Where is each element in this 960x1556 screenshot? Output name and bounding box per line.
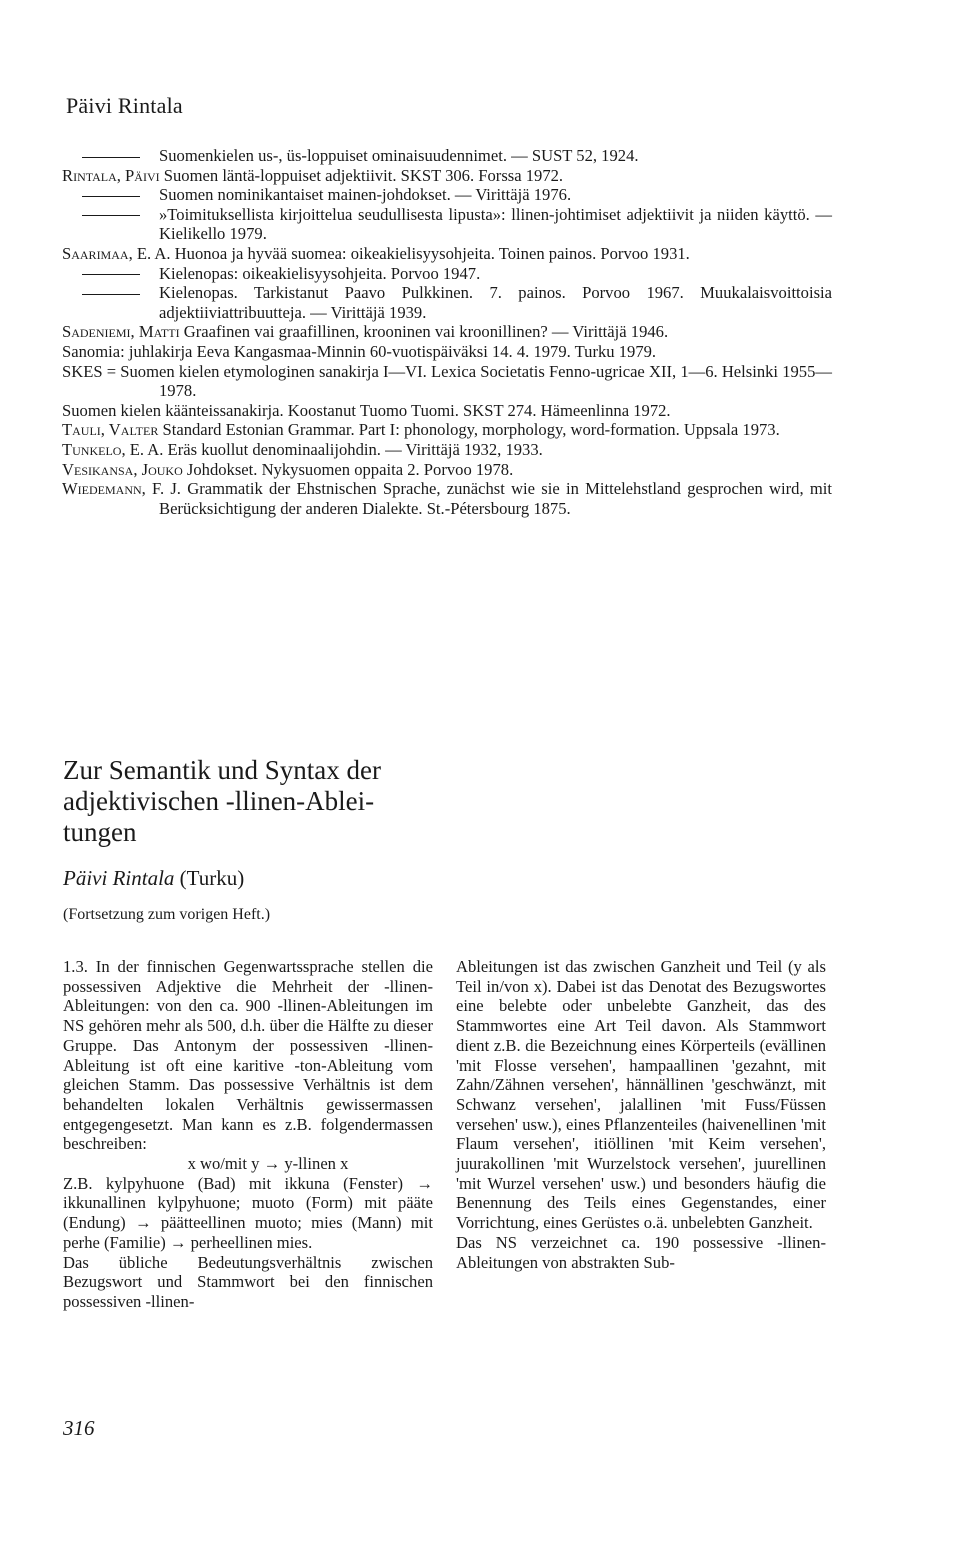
- ditto-dash: [62, 283, 159, 303]
- body-paragraph: Ableitungen ist das zwischen Ganzheit und Teil (y als Teil in/von x). Dabei ist das Denotat des Bezugswortes eine belebte oder unbelebte Ganzheit, das des Stammwortes eine Art Teil davon. Als Stammwort dient z.B. die Bezeichnung eines Körperteils (evällinen 'mit Flosse versehen', hampaallinen 'gezahnt, mit Zahn/Zähnen versehen', hännällinen 'geschwänzt, mit Schwanz versehen', jalallinen 'mit Fuss/Füssen versehen' usw.), eines Pflanzenteiles (haivenellinen 'mit Flaum versehen', itiöllinen 'mit Keim versehen', juurakollinen 'mit Wurzelstock versehen', juurellinen 'mit Wurzel versehen' usw.) und besonders häufig die Benennung des Teils eines Gegenstandes, einer Vorrichtung, eines Gerüstes o.ä. unbelebten Ganzheit.: [456, 957, 826, 1233]
- reference-entry: [62, 185, 832, 205]
- reference-entry: [62, 283, 832, 322]
- reference-entry: [62, 342, 832, 362]
- article-title-line: Zur Semantik und Syntax der: [63, 755, 381, 785]
- reference-author: Saarimaa, E. A.: [62, 243, 171, 263]
- reference-text: Suomenkielen us-, üs-loppuiset ominaisuudennimet. — SUST 52, 1924.: [159, 146, 639, 165]
- continuation-note: (Fortsetzung zum vorigen Heft.): [63, 906, 271, 923]
- body-paragraph: Das NS verzeichnet ca. 190 possessive -llinen-Ableitungen von abstrakten Sub-: [456, 1232, 826, 1272]
- reference-text: Johdokset. Nykysuomen oppaita 2. Porvoo 1978.: [182, 459, 514, 479]
- article-author: [63, 866, 244, 891]
- reference-text: Eräs kuollut denominaalijohdin. — Virittäjä 1932, 1933.: [163, 439, 543, 459]
- reference-text: Suomen nominikantaiset mainen-johdokset. — Virittäjä 1976.: [159, 185, 572, 205]
- article-title: [63, 755, 463, 848]
- reference-text: Suomen kielen käänteissanakirja. Koostanut Tuomo Tuomi. SKST 274. Hämeenlinna 1972.: [62, 400, 671, 420]
- reference-entry: [62, 440, 832, 460]
- article-title-line: tungen: [63, 817, 137, 847]
- reference-author: Rintala, Päivi: [62, 165, 160, 185]
- ditto-dash: [62, 264, 159, 284]
- reference-text: SKES = Suomen kielen etymologinen sanakirja I—VI. Lexica Societatis Fenno-ugricae XII, 1—6. Helsinki 1955—1978.: [62, 361, 832, 401]
- reference-author: Wiedemann, F. J.: [62, 479, 181, 499]
- article-title-line: adjektivischen -llinen-Ablei-: [63, 786, 375, 816]
- reference-text: »Toimituksellista kirjoittelua seudullisesta lipusta»: llinen-johtimiset adjektiivit ja niiden käyttö. — Kielikello 1979.: [159, 204, 832, 244]
- reference-text: Kielenopas: oikeakielisyysohjeita. Porvoo 1947.: [159, 263, 481, 283]
- reference-author: Vesikansa, Jouko: [62, 459, 183, 479]
- reference-text: Suomen läntä-loppuiset adjektiivit. SKST 306. Forssa 1972.: [159, 165, 564, 185]
- ditto-dash: [62, 205, 159, 225]
- reference-text: Graafinen vai graafillinen, krooninen vai kroonillinen? — Virittäjä 1946.: [179, 322, 669, 342]
- body-column-right: [456, 957, 826, 1272]
- reference-entry: [62, 244, 832, 264]
- author-name: Päivi Rintala: [63, 866, 175, 890]
- reference-entry: [62, 479, 832, 518]
- author-affiliation: (Turku): [179, 866, 245, 890]
- running-head: Päivi Rintala: [66, 93, 183, 118]
- reference-text: Grammatik der Ehstnischen Sprache, zunächst wie sie in Mittelehstland gesprochen wird, mit Berücksichtigung der anderen Dialekte. St.-Pétersbourg 1875.: [159, 479, 832, 518]
- body-paragraph: Z.B. kylpyhuone (Bad) mit ikkuna (Fenster) → ikkunallinen kylpyhuone; muoto (Form) mit pääte (Endung) → päätteellinen muoto; mies (Mann) mit perhe (Familie) → perheellinen mies.: [63, 1173, 433, 1252]
- reference-list: [62, 146, 832, 518]
- page-number: 316: [63, 1416, 95, 1440]
- reference-author: Tunkelo, E. A.: [62, 439, 164, 459]
- reference-entry: [62, 401, 832, 421]
- reference-entry: [62, 146, 832, 166]
- reference-entry: [62, 205, 832, 244]
- reference-entry: [62, 264, 832, 284]
- reference-text: Huonoa ja hyvää suomea: oikeakielisyysohjeita. Toinen painos. Porvoo 1931.: [170, 243, 690, 263]
- ditto-dash: [62, 185, 159, 205]
- reference-author: Sadeniemi, Matti: [62, 322, 180, 342]
- formula: x wo/mit y → y-llinen x: [187, 1154, 349, 1174]
- reference-entry: [62, 166, 832, 186]
- ditto-dash: [62, 146, 159, 166]
- reference-text: Standard Estonian Grammar. Part I: phonology, morphology, word-formation. Uppsala 1973.: [158, 420, 780, 440]
- reference-entry: [62, 362, 832, 401]
- reference-entry: [62, 460, 832, 480]
- reference-author: Tauli, Valter: [62, 420, 159, 440]
- reference-text: Kielenopas. Tarkistanut Paavo Pulkkinen. 7. painos. Porvoo 1967. Muukalaisvoittoisia adjektiiviattribuutteja. — Virittäjä 1939.: [159, 283, 832, 322]
- body-paragraph: Das übliche Bedeutungsverhältnis zwischen Bezugswort und Stammwort bei den finnischen possessiven -llinen-: [63, 1252, 433, 1311]
- body-paragraph: 1.3. In der finnischen Gegenwartssprache stellen die possessiven Adjektive die Mehrheit der -llinen-Ableitungen: von den ca. 900 -llinen-Ableitungen im NS gehören mehr als 500, d.h. über die Hälfte zu dieser Gruppe. Das Antonym der possessiven -llinen-Ableitung ist oft eine karitive -ton-Ableitung vom gleichen Stamm. Das possessive Verhältnis ist dem behandelten lokalen Verhältnis gewissermassen entgegengesetzt. Man kann es z.B. folgendermassen beschreiben:: [63, 957, 433, 1154]
- reference-entry: [62, 322, 832, 342]
- reference-entry: [62, 420, 832, 440]
- body-column-left: [63, 957, 433, 1312]
- reference-text: Sanomia: juhlakirja Eeva Kangasmaa-Minnin 60-vuotispäiväksi 14. 4. 1979. Turku 1979.: [62, 341, 657, 361]
